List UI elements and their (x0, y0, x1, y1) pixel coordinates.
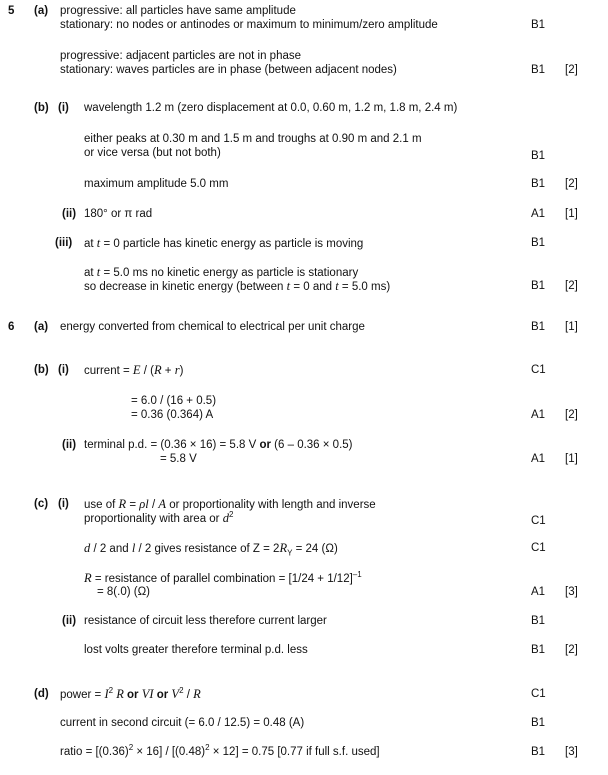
q5biii-total: [2] (565, 280, 578, 292)
q6cii-mark-1: B1 (531, 615, 546, 627)
q6c-label: (c) (34, 498, 49, 510)
q5a-line-1: progressive: all particles have same amplitude (60, 5, 296, 17)
q5bi-line-3: or vice versa (but not both) (84, 147, 221, 159)
q5bi-line-1: wavelength 1.2 m (zero displacement at 0.0, 0.60 m, 1.2 m, 1.8 m, 2.4 m) (84, 102, 458, 114)
q6ci-line-1: use of R = ρl / A or proportionality with length and inverse (84, 497, 376, 511)
q6a-label: (a) (34, 321, 49, 333)
q6a-line-1: energy converted from chemical to electrical per unit charge (60, 321, 365, 333)
q6bii-total: [1] (565, 453, 578, 465)
q5biii-line-1: at t = 0 particle has kinetic energy as particle is moving (84, 236, 364, 250)
q5bii-line-1: 180° or π rad (84, 208, 153, 220)
q6bi-line-1: current = E / (R + r) (84, 363, 184, 377)
q6d-mark-2: B1 (531, 717, 546, 729)
q5biii-mark-2: B1 (531, 280, 546, 292)
q6cii-line-2: lost volts greater therefore terminal p.d. less (84, 644, 308, 656)
q5bi-line-4: maximum amplitude 5.0 mm (84, 178, 229, 190)
q5bi-total: [2] (565, 178, 578, 190)
q6a-mark: B1 (531, 321, 546, 333)
q5biii-line-3: so decrease in kinetic energy (between t = 0 and t = 5.0 ms) (84, 279, 391, 293)
q5bi-mark-1: B1 (531, 150, 546, 162)
q5bi-label: (i) (58, 102, 69, 114)
q5biii-line-2: at t = 5.0 ms no kinetic energy as particle is stationary (84, 265, 359, 279)
q5bii-label: (ii) (62, 208, 77, 220)
q6ci-mark-2: C1 (531, 542, 546, 554)
q6bi-line-3: = 0.36 (0.364) A (131, 409, 214, 421)
q5a-mark-1: B1 (531, 19, 546, 31)
q6bii-label: (ii) (62, 439, 77, 451)
q5biii-label: (iii) (55, 237, 73, 249)
q6cii-label: (ii) (62, 615, 77, 627)
q5biii-mark-1: B1 (531, 237, 546, 249)
q6bii-line-1: terminal p.d. = (0.36 × 16) = 5.8 V or (6 – 0.36 × 0.5) (84, 439, 353, 451)
q5a-line-3: progressive: adjacent particles are not in phase (60, 50, 302, 62)
q5a-line-4: stationary: waves particles are in phase (between adjacent nodes) (60, 64, 397, 76)
q6d-line-3: ratio = $[(0.36)^2 \times 16] / [(0.48)^2 \times 12] = 0.75$ [0.77 if full s.f. used] (60, 743, 380, 758)
q6d-line-1: power = $I^2$ R or VI or $V^2$ / R (60, 686, 201, 701)
q6cii-mark-2: B1 (531, 644, 546, 656)
q5a-label: (a) (34, 5, 49, 17)
q5bii-mark: A1 (531, 208, 546, 220)
q6bi-label: (i) (58, 364, 69, 376)
q6ci-total: [3] (565, 586, 578, 598)
question-5-number: 5 (8, 5, 15, 17)
q6bi-line-2: = 6.0 / (16 + 0.5) (131, 395, 217, 407)
q6ci-line-5: = 8(.0) (Ω) (97, 586, 151, 598)
q5bii-total: [1] (565, 208, 578, 220)
q6a-total: [1] (565, 321, 578, 333)
q6bi-mark-2: A1 (531, 409, 546, 421)
q6ci-mark-3: A1 (531, 586, 546, 598)
q6ci-line-3: d / 2 and l / 2 gives resistance of $Z = 2R_Y = 24$ (Ω) (84, 541, 338, 558)
q6d-label: (d) (34, 688, 49, 700)
q6b-label: (b) (34, 364, 49, 376)
q5bi-mark-2: B1 (531, 178, 546, 190)
q6d-mark-1: C1 (531, 688, 546, 700)
q6ci-label: (i) (58, 498, 69, 510)
q6cii-total: [2] (565, 644, 578, 656)
q5a-total: [2] (565, 64, 578, 76)
q5b-label: (b) (34, 102, 49, 114)
q6bii-line-2: = 5.8 V (160, 453, 197, 465)
q6d-line-2: current in second circuit (= 6.0 / 12.5) = 0.48 (A) (60, 717, 305, 729)
q5a-line-2: stationary: no nodes or antinodes or maximum to minimum/zero amplitude (60, 19, 438, 31)
q6bi-total: [2] (565, 409, 578, 421)
q5bi-line-2: either peaks at 0.30 m and 1.5 m and troughs at 0.90 m and 2.1 m (84, 133, 422, 145)
q6cii-line-1: resistance of circuit less therefore current larger (84, 615, 327, 627)
q5a-mark-2: B1 (531, 64, 546, 76)
q6d-total: [3] (565, 746, 578, 758)
q6ci-line-2: proportionality with area or $d^2$ (84, 510, 234, 525)
q6bii-mark: A1 (531, 453, 546, 465)
question-6-number: 6 (8, 321, 15, 333)
q6ci-mark-1: C1 (531, 515, 546, 527)
q6bi-mark-1: C1 (531, 364, 546, 376)
q6d-mark-3: B1 (531, 746, 546, 758)
q6ci-line-4: R = resistance of parallel combination = $[1/24 + 1/12]^{-1}$ (84, 570, 362, 585)
